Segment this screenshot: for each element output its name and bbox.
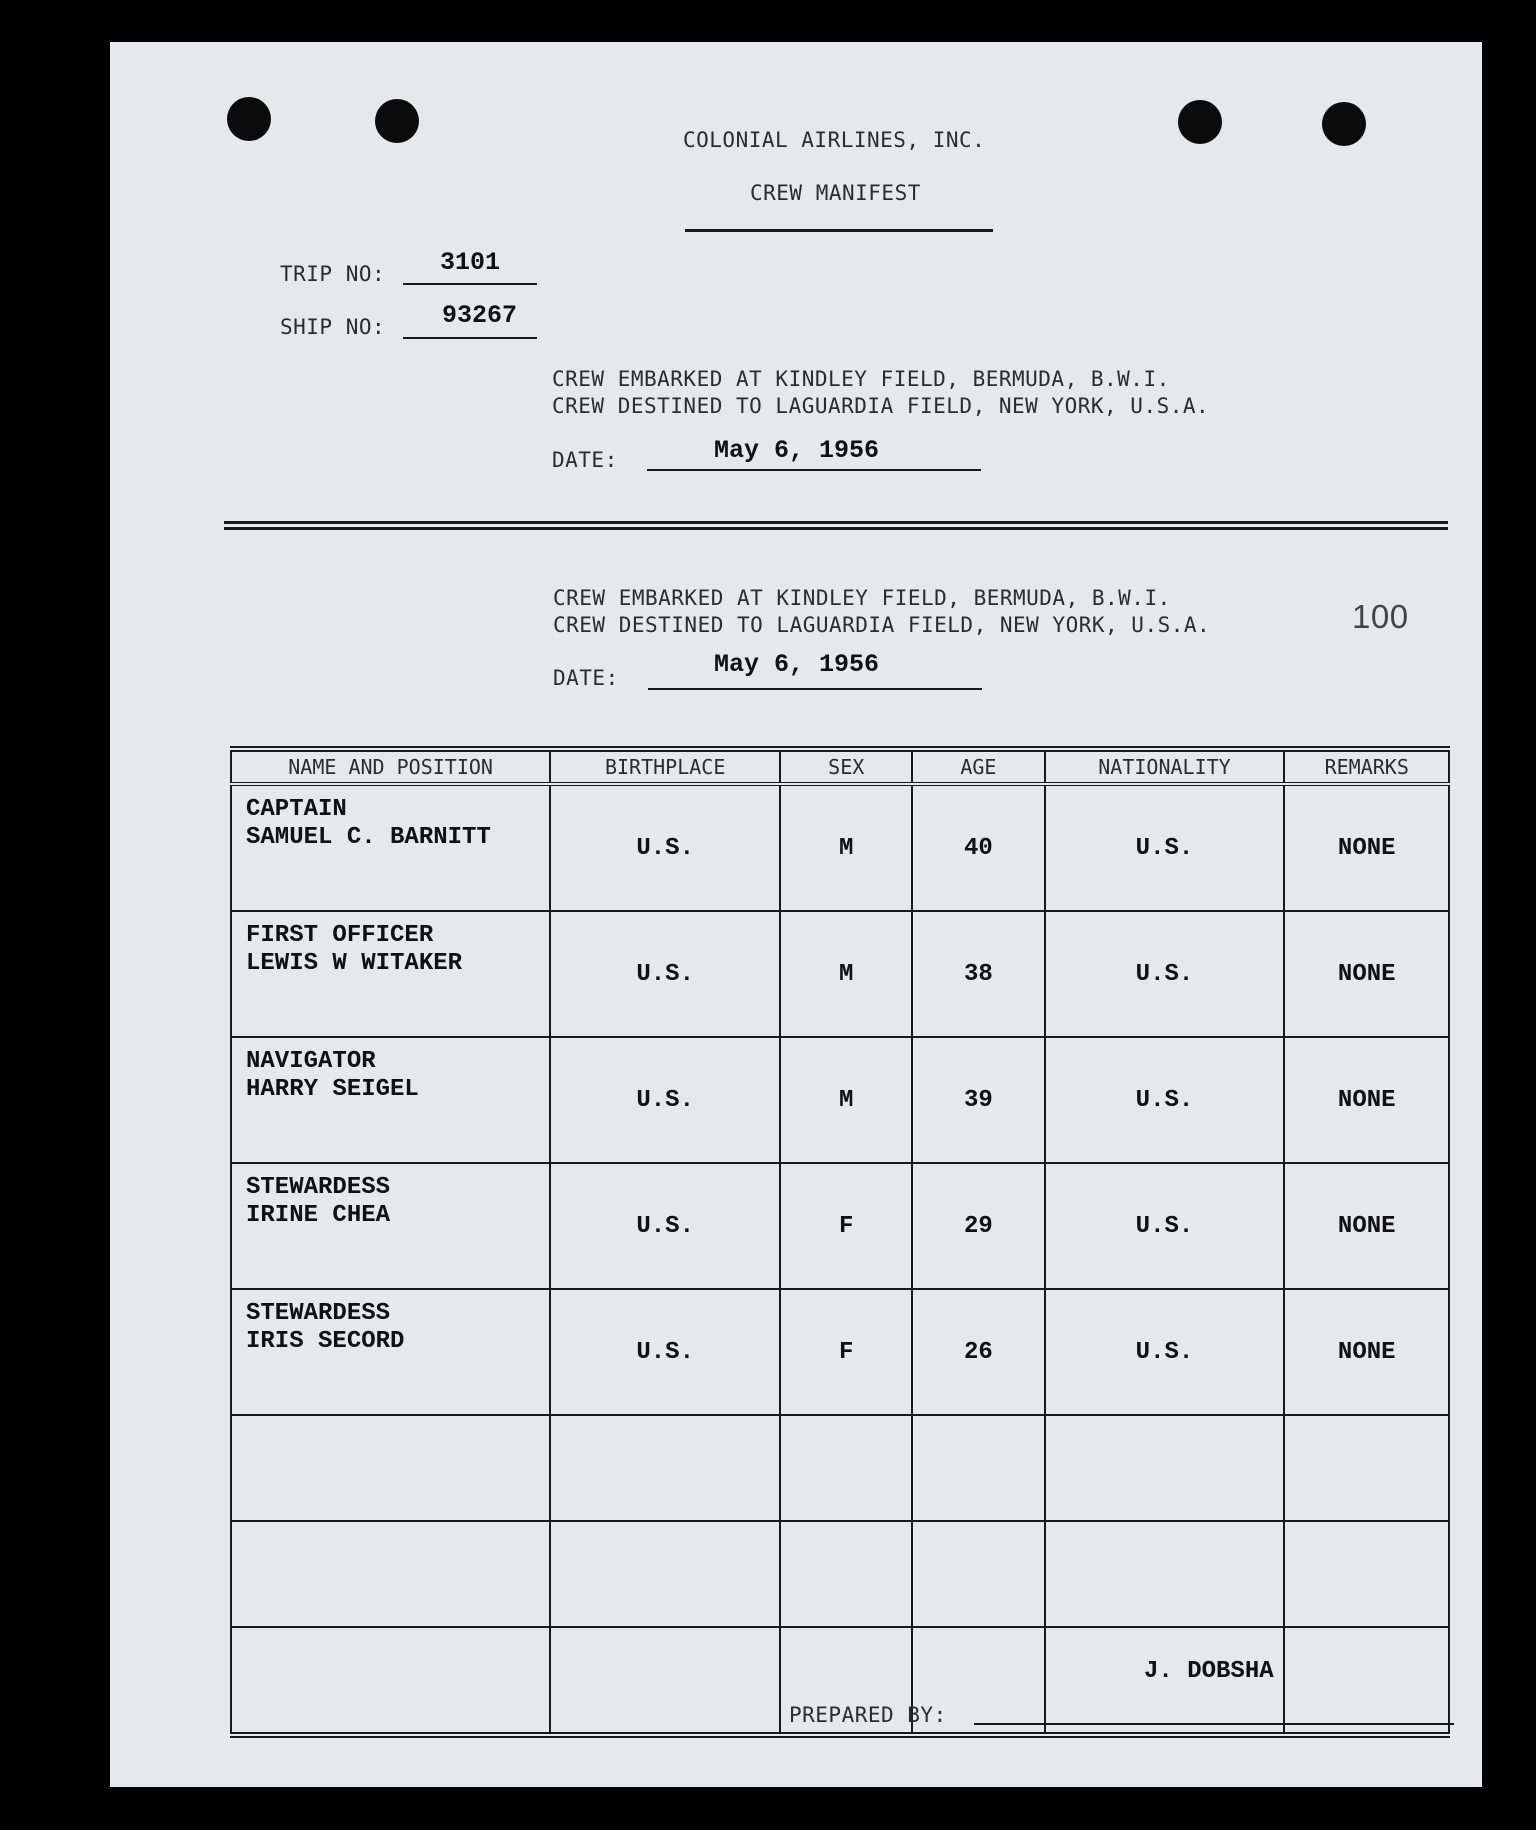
birthplace-cell: U.S.: [550, 784, 780, 911]
sex-cell: F: [780, 1163, 912, 1289]
trip-no-label: TRIP NO:: [280, 262, 386, 286]
crew-position: STEWARDESS: [246, 1300, 391, 1327]
birthplace-cell: U.S.: [550, 1037, 780, 1163]
remarks-cell: NONE: [1284, 911, 1449, 1037]
age-cell: 40: [912, 784, 1044, 911]
remarks-cell: NONE: [1284, 1289, 1449, 1415]
crew-name: HARRY SEIGEL: [246, 1076, 419, 1103]
remarks-cell: NONE: [1284, 1037, 1449, 1163]
punch-hole: [1178, 100, 1222, 144]
sex-cell: M: [780, 911, 912, 1037]
ship-no-underline: [403, 337, 537, 339]
table-row: [231, 784, 1449, 911]
column-header: NAME AND POSITION: [231, 749, 550, 784]
nationality-cell: U.S.: [1045, 1289, 1285, 1415]
date-value: May 6, 1956: [714, 436, 880, 465]
punch-hole: [375, 99, 419, 143]
birthplace-cell: U.S.: [550, 1163, 780, 1289]
table-row: [231, 1289, 1449, 1415]
page-number: 100: [1352, 598, 1409, 635]
crew-name: SAMUEL C. BARNITT: [246, 824, 491, 851]
trip-no-value: 3101: [440, 248, 501, 277]
title-underline: [685, 229, 993, 232]
table-row-empty: [231, 1415, 1449, 1521]
prepared-by-signature: J. DOBSHA: [1144, 1658, 1274, 1685]
remarks-cell: NONE: [1284, 1163, 1449, 1289]
company-name: COLONIAL AIRLINES, INC.: [683, 128, 986, 152]
crew-name: IRINE CHEA: [246, 1202, 391, 1229]
table-header-row: [231, 749, 1449, 784]
date-underline: [648, 688, 982, 690]
sex-cell: M: [780, 784, 912, 911]
nationality-cell: U.S.: [1045, 1163, 1285, 1289]
column-header: BIRTHPLACE: [550, 749, 780, 784]
ship-no-value: 93267: [442, 301, 518, 330]
crew-position: CAPTAIN: [246, 796, 347, 823]
age-cell: 29: [912, 1163, 1044, 1289]
nationality-cell: U.S.: [1045, 784, 1285, 911]
name-position-cell: [231, 1037, 550, 1163]
name-position-cell: [231, 1289, 550, 1415]
birthplace-cell: U.S.: [550, 911, 780, 1037]
table-row: [231, 1163, 1449, 1289]
age-cell: 26: [912, 1289, 1044, 1415]
section-divider: [224, 527, 1448, 530]
punch-hole: [227, 97, 271, 141]
date-value: May 6, 1956: [714, 650, 880, 679]
date-underline: [647, 469, 981, 471]
table-row: [231, 1037, 1449, 1163]
date-label: DATE:: [553, 666, 619, 690]
prepared-by-label: PREPARED BY:: [789, 1703, 947, 1727]
crew-position: FIRST OFFICER: [246, 922, 434, 949]
crew-name: IRIS SECORD: [246, 1328, 405, 1355]
document-title: CREW MANIFEST: [750, 181, 921, 205]
remarks-cell: NONE: [1284, 784, 1449, 911]
punch-hole: [1322, 102, 1366, 146]
destined-text: CREW DESTINED TO LAGUARDIA FIELD, NEW YORK, U.S.A.: [552, 394, 1210, 418]
age-cell: 38: [912, 911, 1044, 1037]
table-row-empty: [231, 1521, 1449, 1627]
embarked-text: CREW EMBARKED AT KINDLEY FIELD, BERMUDA, B.W.I.: [553, 586, 1171, 610]
name-position-cell: [231, 1163, 550, 1289]
date-label: DATE:: [552, 448, 618, 472]
age-cell: 39: [912, 1037, 1044, 1163]
section-divider: [224, 521, 1448, 524]
destined-text: CREW DESTINED TO LAGUARDIA FIELD, NEW YORK, U.S.A.: [553, 613, 1211, 637]
trip-no-underline: [403, 283, 537, 285]
ship-no-label: SHIP NO:: [280, 315, 386, 339]
table-row: [231, 911, 1449, 1037]
nationality-cell: U.S.: [1045, 911, 1285, 1037]
sex-cell: M: [780, 1037, 912, 1163]
column-header: AGE: [912, 749, 1044, 784]
sex-cell: F: [780, 1289, 912, 1415]
birthplace-cell: U.S.: [550, 1289, 780, 1415]
embarked-text: CREW EMBARKED AT KINDLEY FIELD, BERMUDA, B.W.I.: [552, 367, 1170, 391]
crew-name: LEWIS W WITAKER: [246, 950, 463, 977]
prepared-by-underline: [974, 1723, 1454, 1725]
crew-position: NAVIGATOR: [246, 1048, 376, 1075]
crew-position: STEWARDESS: [246, 1174, 391, 1201]
nationality-cell: U.S.: [1045, 1037, 1285, 1163]
crew-table: [230, 746, 1450, 1738]
column-header: SEX: [780, 749, 912, 784]
name-position-cell: [231, 784, 550, 911]
column-header: NATIONALITY: [1045, 749, 1285, 784]
column-header: REMARKS: [1284, 749, 1449, 784]
name-position-cell: [231, 911, 550, 1037]
